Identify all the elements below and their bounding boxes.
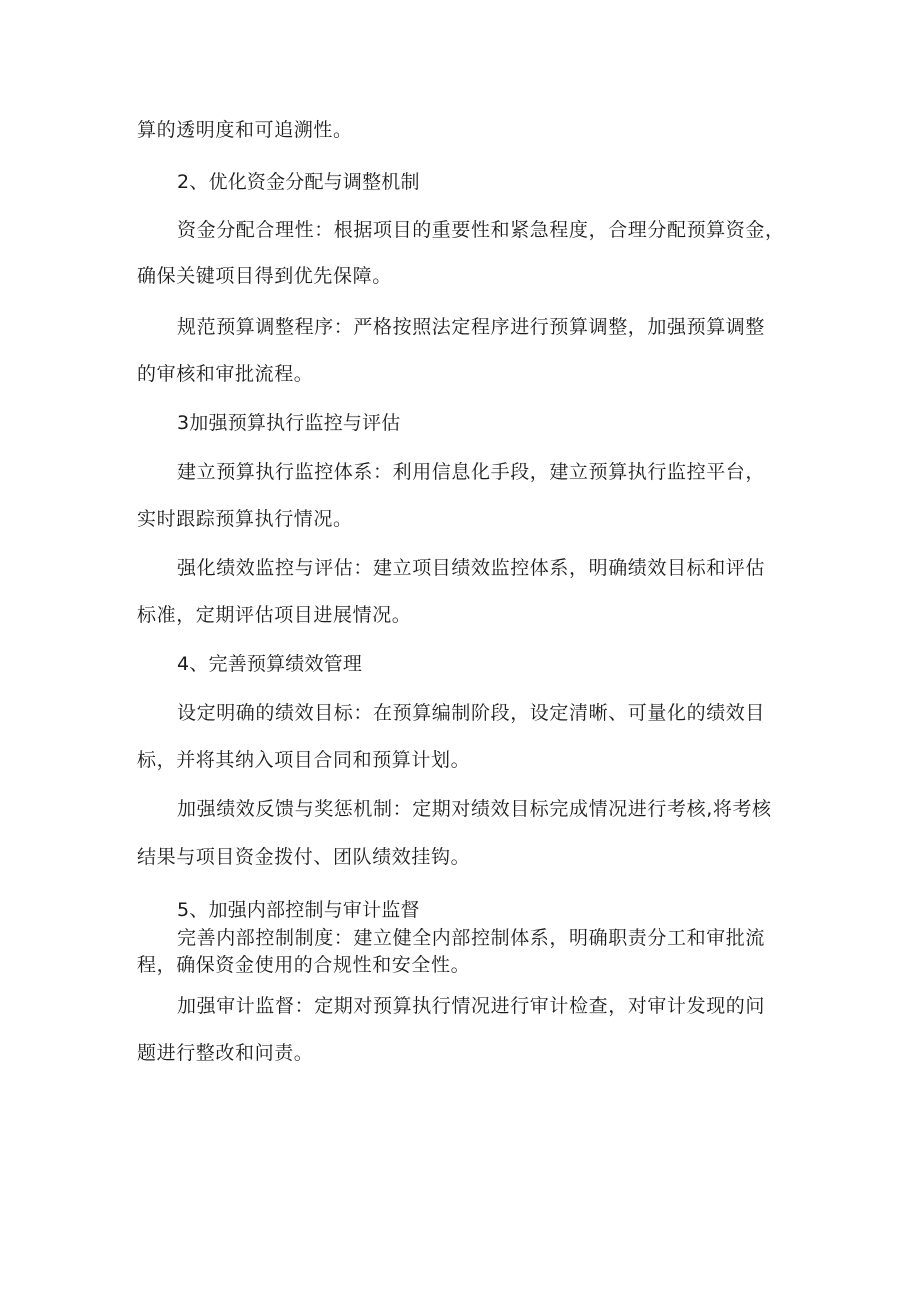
paragraph-line: 强化绩效监控与评估：建立项目绩效监控体系，明确绩效目标和评估: [177, 557, 766, 579]
paragraph-line: 实时跟踪预算执行情况。: [137, 508, 353, 530]
paragraph-line: 资金分配合理性：根据项目的重要性和紧急程度，合理分配预算资金，: [177, 219, 785, 241]
paragraph-line: 建立预算执行监控体系：利用信息化手段，建立预算执行监控平台，: [177, 461, 766, 483]
paragraph-line: 题进行整改和问责。: [137, 1042, 314, 1064]
paragraph-line: 结果与项目资金拨付、团队绩效挂钩。: [137, 846, 471, 868]
section-heading: 2、优化资金分配与调整机制: [177, 171, 420, 193]
paragraph-line: 标，并将其纳入项目合同和预算计划。: [137, 749, 471, 771]
paragraph-line: 设定明确的绩效目标：在预算编制阶段，设定清晰、可量化的绩效目: [177, 702, 766, 724]
paragraph-line: 加强审计监督：定期对预算执行情况进行审计检查，对审计发现的问: [177, 995, 766, 1017]
paragraph-line: 程，确保资金使用的合规性和安全性。: [137, 954, 471, 976]
section-heading: 4、完善预算绩效管理: [177, 653, 363, 675]
paragraph-line: 的审核和审批流程。: [137, 363, 314, 385]
paragraph-line: 标准，定期评估项目进展情况。: [137, 604, 412, 626]
section-heading: 5、加强内部控制与审计监督: [177, 899, 420, 921]
paragraph-line: 完善内部控制制度：建立健全内部控制体系，明确职责分工和审批流: [177, 927, 766, 949]
paragraph-line: 加强绩效反馈与奖惩机制：定期对绩效目标完成情况进行考核,将考核: [177, 798, 772, 820]
paragraph-line: 确保关键项目得到优先保障。: [137, 265, 392, 287]
paragraph-line: 规范预算调整程序：严格按照法定程序进行预算调整，加强预算调整: [177, 316, 766, 338]
continuation-text: 算的透明度和可追溯性。: [137, 119, 353, 141]
section-heading: 3加强预算执行监控与评估: [177, 412, 401, 434]
